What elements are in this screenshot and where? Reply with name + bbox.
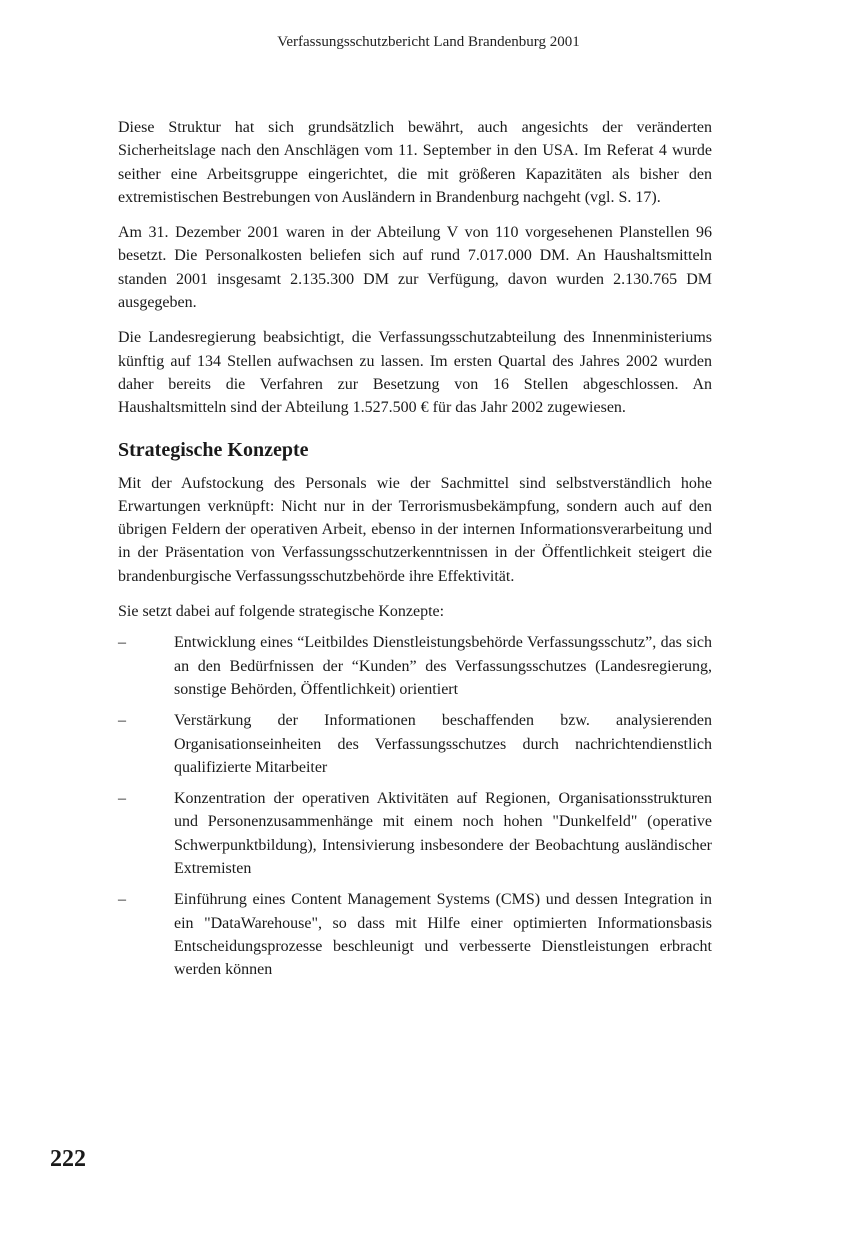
dash-marker: – [118, 891, 126, 909]
paragraph-budget: Die Landesregierung beabsichtigt, die Verfassungsschutzabteilung des Innenministeriums künftig auf 134 Stellen aufwachsen zu lassen. Im ersten Quartal des Jahres 2002 wurden daher bereits die Verfahren zur Besetzung von 16 Stellen abgeschlossen. An Haushaltsmitteln sind der Abteilung 1.527.500 € für das Jahr 2002 zugewiesen. [118, 329, 712, 417]
running-header: Verfassungsschutzbericht Land Brandenburg 2001 [277, 34, 580, 50]
dash-marker: – [118, 634, 126, 652]
list-item [118, 709, 712, 779]
list-item-text: Einführung eines Content Management Systems (CMS) und dessen Integration in ein "DataWarehouse", so dass mit Hilfe einer optimierten Informationsbasis Entscheidungsprozesse beschleunigt und verbesserte Dienstleistungen erbracht werden können [174, 891, 712, 979]
list-item-text: Entwicklung eines “Leitbildes Dienstleistungsbehörde Verfassungsschutz”, das sich an den Bedürfnissen der “Kunden” des Verfassungsschutzes (Landesregierung, sonstige Behörden, Öffentlichkeit) orientiert [174, 634, 712, 698]
paragraph-structure: Diese Struktur hat sich grundsätzlich bewährt, auch angesichts der veränderten Sicherheitslage nach den Anschlägen vom 11. September in den USA. Im Referat 4 wurde seither eine Arbeitsgruppe eingerichtet, die mit größeren Kapazitäten als bisher den extremistischen Bestrebungen von Ausländern in Brandenburg nachgeht (vgl. S. 17). [118, 119, 712, 206]
section-paragraph: Mit der Aufstockung des Personals wie der Sachmittel sind selbstverständlich hohe Erwartungen verknüpft: Nicht nur in der Terrorismusbekämpfung, sondern auch auf den übrigen Feldern der operativen Arbeit, ebenso in der internen Informationsverarbeitung und in der Präsentation von Verfassungsschutzerkenntnissen in der Öffentlichkeit steigert die brandenburgische Verfassungsschutzbehörde ihre Effektivität. [118, 474, 712, 585]
page-body [118, 116, 712, 990]
list-item [118, 888, 712, 981]
concept-list [118, 631, 712, 981]
list-item [118, 631, 712, 701]
section-heading: Strategische Konzepte [118, 438, 309, 461]
list-item-text: Verstärkung der Informationen beschaffenden bzw. analysierenden Organisationseinheiten des Verfassungsschutzes durch nachrichtendienstlich qualifizierte Mitarbeiter [174, 712, 712, 776]
list-item [118, 787, 712, 880]
list-item-text: Konzentration der operativen Aktivitäten auf Regionen, Organisationsstrukturen und Personenzusammenhänge mit einem noch hohen "Dunkelfeld" (operative Schwerpunktbildung), Intensivierung insbesondere der Beobachtung ausländischer Extremisten [174, 790, 712, 878]
page-number: 222 [50, 1146, 86, 1172]
list-intro: Sie setzt dabei auf folgende strategische Konzepte: [118, 603, 445, 621]
paragraph-staffing: Am 31. Dezember 2001 waren in der Abteilung V von 110 vorgesehenen Planstellen 96 besetzt. Die Personalkosten beliefen sich auf rund 7.017.000 DM. An Haushaltsmitteln standen 2001 insgesamt 2.135.300 DM zur Verfügung, davon wurden 2.130.765 DM ausgegeben. [118, 224, 712, 312]
dash-marker: – [118, 790, 126, 808]
dash-marker: – [118, 712, 126, 730]
